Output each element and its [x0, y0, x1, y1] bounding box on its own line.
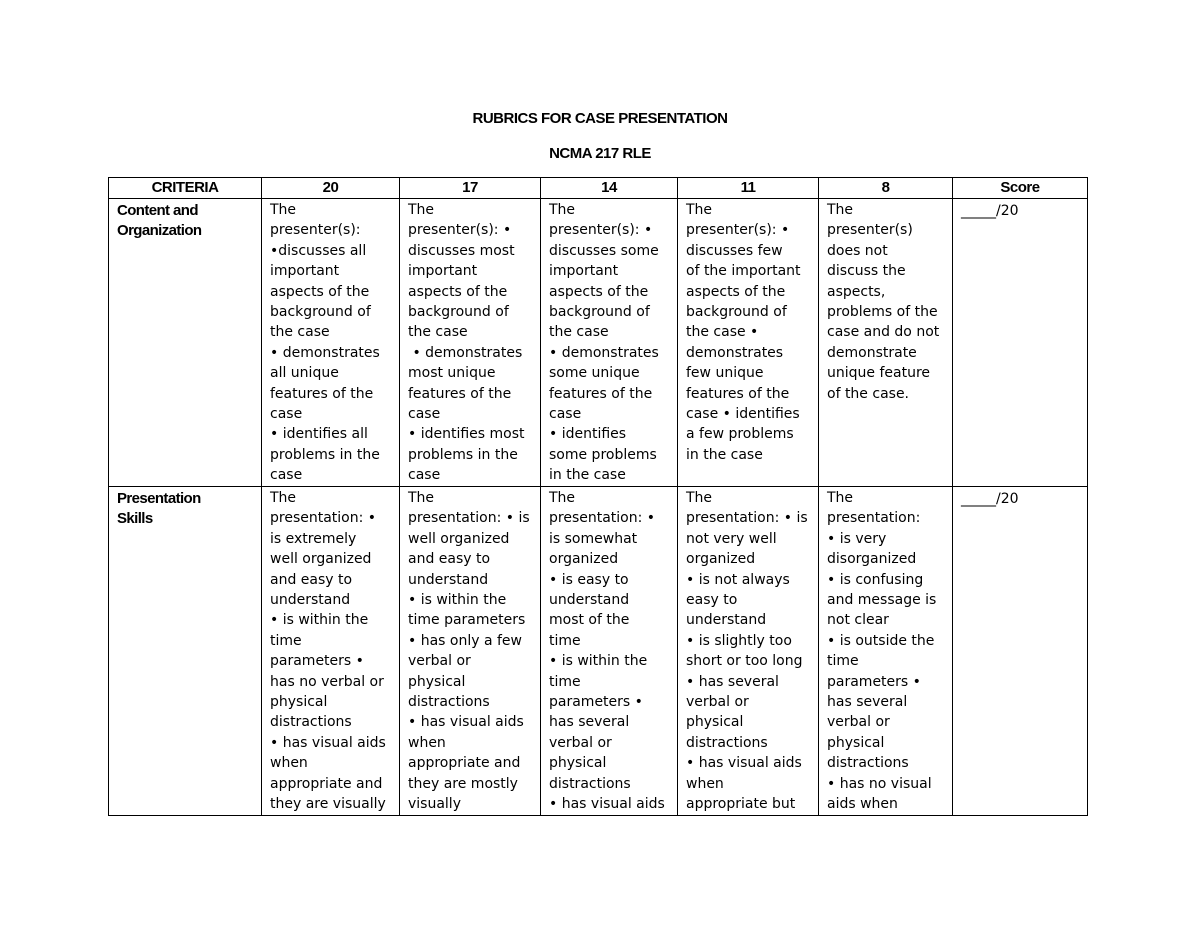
criteria-label-line: Skills [117, 510, 153, 527]
description-cell [262, 487, 400, 816]
description-line: presentation: • [270, 510, 377, 527]
description-line: • is within the [408, 592, 507, 609]
description-line: parameters • [827, 673, 921, 690]
description-line: the case • [686, 324, 759, 341]
description-line: • has only a few [408, 632, 522, 649]
description-line: distractions [270, 714, 352, 731]
description-line: The [270, 490, 297, 506]
description-line: verbal or [549, 734, 612, 751]
description-line: time [549, 632, 581, 649]
description-line: • is not always [686, 571, 790, 588]
description-line: The [549, 202, 576, 218]
description-line: • is easy to [549, 571, 629, 588]
header-score-8: 8 [819, 178, 953, 199]
description-line: when [686, 775, 724, 792]
table-row [109, 487, 1088, 816]
description-line: visually [408, 796, 461, 813]
description-line: problems in the [408, 446, 518, 463]
description-line: presenter(s) [827, 222, 913, 239]
description-line: distractions [686, 734, 768, 751]
description-line: The [686, 202, 713, 218]
description-cell [678, 199, 819, 487]
description-line: time [270, 632, 302, 649]
description-line: the case [270, 324, 330, 341]
description-cell [541, 487, 678, 816]
description-line: The [827, 202, 854, 218]
description-line: few unique [686, 365, 764, 382]
description-line: case [408, 406, 441, 423]
description-line: is extremely [270, 530, 357, 547]
description-line: distractions [827, 755, 909, 772]
criteria-label-line: Presentation [117, 490, 201, 507]
description-line: aspects, [827, 283, 886, 300]
criteria-label-line: Content and [117, 202, 198, 219]
description-line: • demonstrates [549, 344, 659, 361]
description-line: The [408, 202, 435, 218]
description-line: most unique [408, 365, 496, 382]
header-score-17: 17 [400, 178, 541, 199]
table-row [109, 199, 1088, 487]
description-line: organized [549, 551, 619, 568]
description-line: features of the [686, 385, 790, 402]
description-line: • is slightly too [686, 632, 792, 649]
description-line: does not [827, 242, 888, 259]
description-line: some unique [549, 365, 640, 382]
description-line: time parameters [408, 612, 526, 629]
description-line: case [408, 467, 441, 484]
description-line: understand [270, 592, 351, 609]
description-line: well organized [270, 551, 372, 568]
description-line: unique feature [827, 365, 931, 382]
description-line: presentation: • is [408, 510, 530, 527]
description-line: appropriate and [270, 775, 383, 792]
description-line: • is outside the [827, 632, 935, 649]
description-line: and easy to [408, 551, 491, 568]
description-line: case and do not [827, 324, 940, 341]
description-line: has several [549, 714, 630, 731]
description-cell [819, 199, 953, 487]
description-line: time [549, 673, 581, 690]
description-line: aspects of the [549, 283, 649, 300]
description-line: aspects of the [270, 283, 370, 300]
description-line: • is confusing [827, 571, 924, 588]
description-line: • demonstrates [408, 344, 523, 361]
description-cell [262, 199, 400, 487]
criteria-cell [109, 199, 262, 487]
description-line: demonstrates [686, 344, 784, 361]
description-line: The [408, 490, 435, 506]
description-line: has no verbal or [270, 673, 384, 690]
criteria-cell [109, 487, 262, 816]
description-line: case [270, 467, 303, 484]
description-line: features of the [270, 385, 374, 402]
description-line: • is within the [549, 653, 648, 670]
description-line: presentation: • is [686, 510, 808, 527]
description-line: verbal or [827, 714, 890, 731]
description-line: important [408, 263, 478, 280]
description-line: and easy to [270, 571, 353, 588]
description-line: important [270, 263, 340, 280]
description-line: appropriate but [686, 796, 796, 813]
description-line: the case [549, 324, 609, 341]
description-line: discusses some [549, 242, 659, 259]
description-line: features of the [408, 385, 512, 402]
description-cell [400, 487, 541, 816]
document-title: RUBRICS FOR CASE PRESENTATION [472, 110, 728, 127]
description-line: • has visual aids [549, 796, 665, 813]
description-line: when [408, 734, 446, 751]
description-line: physical [827, 734, 885, 751]
description-line: they are mostly [408, 775, 518, 792]
description-line: The [686, 490, 713, 506]
description-line: • has visual aids [686, 755, 802, 772]
description-line: of the case. [827, 385, 910, 402]
description-line: • has visual aids [270, 734, 386, 751]
description-line: discusses few [686, 242, 783, 259]
description-line: physical [686, 714, 744, 731]
description-line: discuss the [827, 263, 906, 280]
description-line: physical [549, 755, 607, 772]
description-cell [819, 487, 953, 816]
description-cell [541, 199, 678, 487]
description-line: when [270, 755, 308, 772]
description-line: • demonstrates [270, 344, 380, 361]
description-line: The [270, 202, 297, 218]
header-criteria: CRITERIA [109, 178, 262, 199]
description-line: has several [827, 694, 908, 711]
description-line: in the case [686, 446, 763, 463]
description-line: disorganized [827, 551, 917, 568]
description-line: presenter(s): • [686, 222, 790, 239]
description-line: understand [408, 571, 489, 588]
rubric-table [108, 177, 1088, 816]
description-line: understand [686, 612, 767, 629]
description-line: aspects of the [686, 283, 786, 300]
description-line: problems in the [270, 446, 380, 463]
description-line: all unique [270, 365, 339, 382]
description-line: The [827, 490, 854, 506]
description-line: •discusses all [270, 242, 367, 259]
description-line: presentation: • [549, 510, 656, 527]
description-line: demonstrate [827, 344, 917, 361]
description-line: appropriate and [408, 755, 521, 772]
description-line: aids when [827, 796, 898, 813]
description-line: short or too long [686, 653, 803, 670]
description-line: verbal or [408, 653, 471, 670]
description-line: is somewhat [549, 530, 638, 547]
description-line: distractions [549, 775, 631, 792]
document-subtitle: NCMA 217 RLE [549, 145, 651, 162]
description-line: problems of the [827, 304, 938, 321]
description-line: • identifies [549, 426, 627, 443]
description-line: not clear [827, 612, 889, 629]
description-line: distractions [408, 694, 490, 711]
description-cell [678, 487, 819, 816]
description-line: not very well [686, 530, 777, 547]
description-line: • is within the [270, 612, 369, 629]
description-line: presenter(s): [270, 222, 361, 239]
score-blank: _____/20 [953, 199, 1088, 487]
description-line: verbal or [686, 694, 749, 711]
description-line: • has visual aids [408, 714, 524, 731]
description-cell [400, 199, 541, 487]
description-line: background of [686, 304, 787, 321]
criteria-label-line: Organization [117, 222, 202, 239]
description-line: in the case [549, 467, 626, 484]
description-line: presenter(s): • [408, 222, 512, 239]
description-line: of the important [686, 263, 801, 280]
header-row [109, 178, 1088, 199]
description-line: most of the [549, 612, 630, 629]
description-line: well organized [408, 530, 510, 547]
description-line: the case [408, 324, 468, 341]
description-line: • has no visual [827, 775, 932, 792]
description-line: background of [270, 304, 371, 321]
description-line: • identifies all [270, 426, 368, 443]
description-line: important [549, 263, 619, 280]
description-line: a few problems [686, 426, 794, 443]
header-score-20: 20 [262, 178, 400, 199]
description-line: • has several [686, 673, 779, 690]
description-line: background of [549, 304, 650, 321]
description-line: easy to [686, 592, 738, 609]
header-score-11: 11 [678, 178, 819, 199]
description-line: presenter(s): • [549, 222, 653, 239]
description-line: parameters • [270, 653, 364, 670]
description-line: organized [686, 551, 756, 568]
description-line: • identifies most [408, 426, 525, 443]
description-line: physical [270, 694, 328, 711]
description-line: some problems [549, 446, 657, 463]
description-line: physical [408, 673, 466, 690]
header-score: Score [953, 178, 1088, 199]
description-line: features of the [549, 385, 653, 402]
description-line: discusses most [408, 242, 515, 259]
description-line: understand [549, 592, 630, 609]
description-line: The [549, 490, 576, 506]
header-score-14: 14 [541, 178, 678, 199]
description-line: time [827, 653, 859, 670]
score-blank: _____/20 [953, 487, 1088, 816]
description-line: case • identifies [686, 406, 800, 423]
description-line: background of [408, 304, 509, 321]
description-line: presentation: [827, 510, 921, 527]
description-line: and message is [827, 592, 937, 609]
description-line: case [270, 406, 303, 423]
description-line: they are visually [270, 796, 386, 813]
description-line: parameters • [549, 694, 643, 711]
description-line: aspects of the [408, 283, 508, 300]
description-line: • is very [827, 530, 887, 547]
description-line: case [549, 406, 582, 423]
